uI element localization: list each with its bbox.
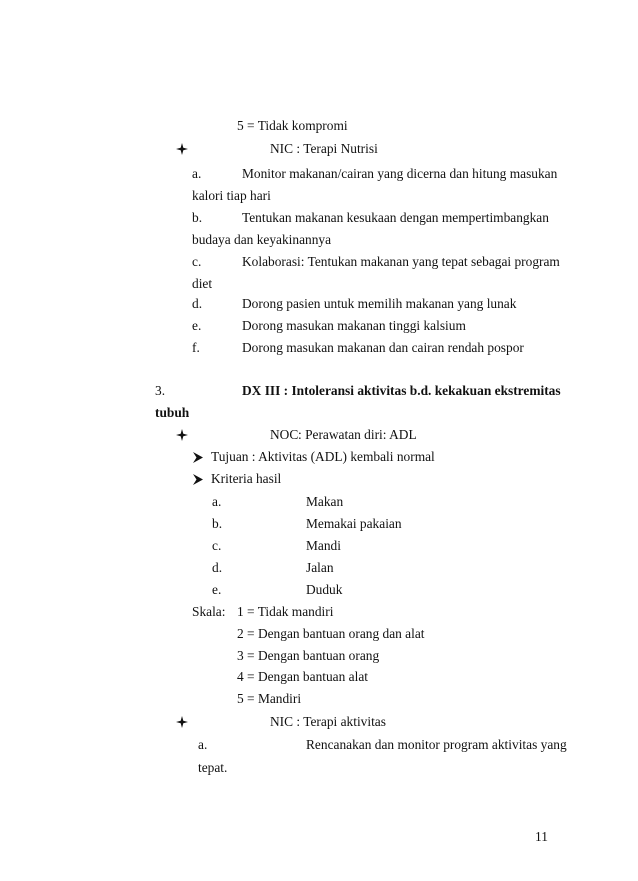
kriteria-heading: Kriteria hasil xyxy=(211,471,282,486)
list-item-text: Dorong pasien untuk memilih makanan yang lunak xyxy=(242,296,517,311)
list-letter: b. xyxy=(212,516,223,531)
list-item-text: Monitor makanan/cairan yang dicerna dan hitung masukan xyxy=(242,166,558,181)
diamond-bullet-icon xyxy=(176,716,188,728)
diamond-bullet-icon xyxy=(176,143,188,155)
skala-line: 5 = Mandiri xyxy=(237,691,302,706)
diagnosis-title: DX III : Intoleransi aktivitas b.d. kekakuan ekstremitas xyxy=(242,383,561,398)
list-item-text: Dorong masukan makanan tinggi kalsium xyxy=(242,318,466,333)
list-letter: c. xyxy=(192,254,202,269)
list-letter: a. xyxy=(212,494,222,509)
noc-label: NOC xyxy=(270,427,299,442)
skala-line: 1 = Tidak mandiri xyxy=(237,604,334,619)
list-item-continuation: budaya dan keyakinannya xyxy=(192,232,332,247)
skala-line: 4 = Dengan bantuan alat xyxy=(237,669,368,684)
nic-nutrisi-heading: NIC : Terapi Nutrisi xyxy=(270,141,378,156)
list-item-text: Rencanakan dan monitor program aktivitas yang xyxy=(306,737,567,752)
skala-line: 3 = Dengan bantuan orang xyxy=(237,648,380,663)
skala-label: Skala: xyxy=(192,604,226,619)
score-line: 5 = Tidak kompromi xyxy=(237,118,348,133)
list-letter: e. xyxy=(192,318,202,333)
list-letter: e. xyxy=(212,582,222,597)
criteria-item: Makan xyxy=(306,494,344,509)
skala-line: 2 = Dengan bantuan orang dan alat xyxy=(237,626,425,641)
list-letter: b. xyxy=(192,210,203,225)
diagnosis-number: 3. xyxy=(155,383,166,398)
list-letter: d. xyxy=(212,560,223,575)
list-item-continuation: kalori tiap hari xyxy=(192,188,271,203)
tujuan-text: Tujuan : Aktivitas (ADL) kembali normal xyxy=(211,449,435,464)
criteria-item: Jalan xyxy=(306,560,334,575)
list-item-continuation: tepat. xyxy=(198,760,228,775)
list-letter: f. xyxy=(192,340,200,355)
list-letter: a. xyxy=(198,737,208,752)
diagnosis-title-continuation: tubuh xyxy=(155,405,190,420)
criteria-item: Duduk xyxy=(306,582,343,597)
criteria-item: Memakai pakaian xyxy=(306,516,402,531)
list-letter: c. xyxy=(212,538,222,553)
noc-value: : Perawatan diri: ADL xyxy=(298,427,417,442)
list-letter: d. xyxy=(192,296,203,311)
nic-aktivitas-heading: NIC : Terapi aktivitas xyxy=(270,714,386,729)
arrow-bullet-icon xyxy=(193,474,203,485)
list-letter: a. xyxy=(192,166,202,181)
list-item-text: Tentukan makanan kesukaan dengan mempertimbangkan xyxy=(242,210,549,225)
list-item-text: Dorong masukan makanan dan cairan rendah pospor xyxy=(242,340,524,355)
list-item-text: Kolaborasi: Tentukan makanan yang tepat sebagai program xyxy=(242,254,560,269)
page-number: 11 xyxy=(535,829,548,844)
list-item-continuation: diet xyxy=(192,276,213,291)
arrow-bullet-icon xyxy=(193,452,203,463)
criteria-item: Mandi xyxy=(306,538,341,553)
diamond-bullet-icon xyxy=(176,429,188,441)
